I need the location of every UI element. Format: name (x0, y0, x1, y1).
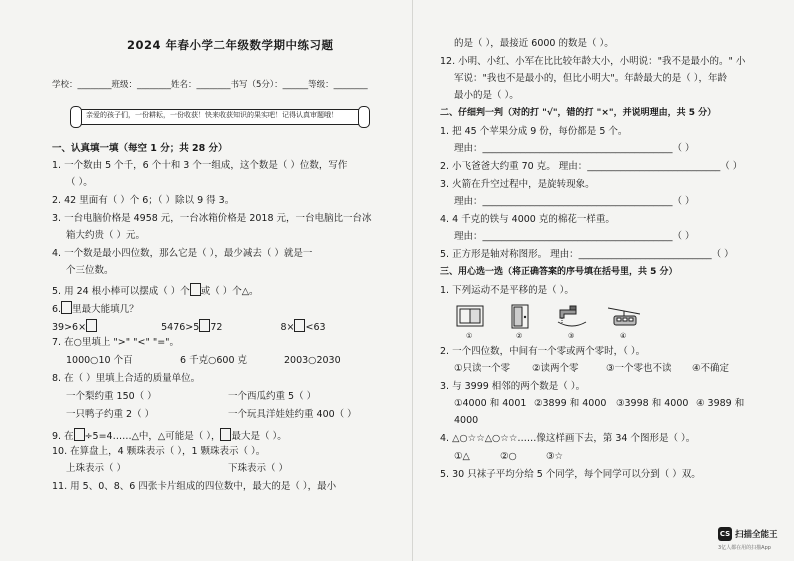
banner-scroll-right (358, 106, 370, 128)
q4-line2: 个三位数。 (66, 265, 114, 276)
q3-line1: 3. 一台电脑价格是 4958 元，一台冰箱价格是 2018 元，一台电脑比一台冰 (52, 213, 372, 224)
choice-2-opt-4: ④不确定 (692, 363, 730, 374)
student-info-line: 学校：________班级：________姓名：________书写（5分）：______等级：________ (52, 80, 368, 90)
choice-3-opt-4: ④ 3989 和 (696, 398, 745, 409)
q5-text-tail: 或（ ）个△。 (200, 286, 259, 297)
q9-text: ÷5=4……△中，△可能是（ ）， (84, 431, 221, 442)
blank-box (61, 301, 72, 314)
q7: 7. 在○里填上 ">" "<" "="。 (52, 337, 180, 348)
choice-2-opt-3: ③一个零也不读 (606, 363, 672, 374)
choice-4: 4. △○☆☆△○☆☆……像这样画下去，第 34 个图形是（ ）。 (440, 433, 696, 444)
q4-line1: 4. 一个数是最小四位数，那么它是（ ），最少减去（ ）就是一 (52, 248, 313, 259)
q6-item-b2: 72 (210, 322, 223, 333)
choice-3-opt-3: ③3998 和 4000 (616, 398, 689, 409)
judge-4: 4. 4 千克的铁与 4000 克的棉花一样重。 (440, 214, 615, 225)
q5-text: 5. 用 24 根小棒可以摆成（ ）个 (52, 286, 190, 297)
q10-upper-bead: 上珠表示（ ） (66, 463, 127, 474)
judge-1: 1. 把 45 个苹果分成 9 份，每份都是 5 个。 (440, 126, 628, 137)
figure-label-1: ① (466, 332, 473, 340)
judge-5: 5. 正方形是轴对称图形。 理由：____________________________（ ） (440, 249, 734, 260)
camscanner-name: 扫描全能王 (735, 530, 778, 540)
q12-line1: 12. 小明、小红、小军在比比较年龄大小，小明说："我不是最小的。" 小 (440, 56, 746, 67)
blank-box (86, 319, 97, 332)
encouragement-banner (70, 106, 370, 126)
choice-1: 1. 下列运动不是平移的是（ ）。 (440, 285, 574, 296)
q6-text: 里最大能填几？ (72, 304, 139, 315)
q6 (52, 301, 139, 316)
figure-label-3: ③ (568, 332, 575, 340)
judge-2: 2. 小飞爸爸大约重 70 克。 理由：____________________________（ ） (440, 161, 743, 172)
faucet-figure (556, 304, 588, 330)
choice-2: 2. 一个四位数，中间有一个零或两个零时，（ ）。 (440, 346, 646, 357)
sliding-window-figure (454, 304, 486, 330)
q10-lower-bead: 下珠表示（ ） (228, 463, 289, 474)
door-figure (504, 304, 536, 330)
q8-item-b: 一个西瓜约重 5（ ） (228, 391, 317, 402)
q6-number: 6. (52, 304, 62, 315)
blank-box (220, 428, 231, 441)
q7-item-c: 2003○2030 (284, 355, 341, 366)
choice-3-opt-4-tail: 4000 (454, 415, 479, 426)
judge-1-reason: 理由：________________________________________（ ） (454, 143, 695, 154)
camscanner-tagline: 3亿人都在用的扫描App (718, 545, 771, 551)
q10: 10. 在算盘上，4 颗珠表示（ ），1 颗珠表示（ ）。 (52, 446, 266, 457)
banner-scroll-left (70, 106, 82, 128)
q5 (52, 283, 259, 298)
judge-3: 3. 火箭在升空过程中，是旋转现象。 (440, 179, 595, 190)
q1-line1: 1. 一个数由 5 个千，6 个十和 3 个一组成，这个数是（ ）位数，写作 (52, 160, 348, 171)
choice-4-opt-2: ②○ (500, 451, 517, 462)
motion-figures (440, 304, 640, 344)
q6-item-c2: <63 (305, 322, 326, 333)
figure-label-2: ② (516, 332, 523, 340)
choice-3: 3. 与 3999 相邻的两个数是（ ）。 (440, 381, 586, 392)
cable-car-figure (608, 304, 640, 330)
judge-4-reason: 理由：________________________________________（ ） (454, 231, 695, 242)
choice-5: 5. 30 只袜子平均分给 5 个同学，每个同学可以分到（ ）双。 (440, 469, 701, 480)
blank-box (199, 319, 210, 332)
q8-item-a: 一个梨约重 150（ ） (66, 391, 157, 402)
q7-item-a: 1000○10 个百 (66, 355, 133, 366)
exam-title: 2024 年春小学二年级数学期中练习题 (127, 38, 334, 52)
q8: 8. 在（ ）里填上合适的质量单位。 (52, 373, 201, 384)
choice-2-opt-2: ②读两个零 (532, 363, 579, 374)
blank-box (74, 428, 85, 441)
section-1-heading: 一、认真填一填（每空 1 分；共 28 分） (52, 143, 228, 154)
section-3-heading: 三、用心选一选（将正确答案的序号填在括号里，共 5 分） (440, 267, 678, 277)
q12-line3: 最小的是（ ）。 (454, 90, 519, 101)
q7-item-b: 6 千克○600 克 (180, 355, 248, 366)
judge-3-reason: 理由：________________________________________（ ） (454, 196, 695, 207)
choice-3-opt-2: ②3899 和 4000 (534, 398, 607, 409)
banner-text: 亲爱的孩子们，一份耕耘，一份收获！快来收获知识的果实吧！记得认真审题哦！ (86, 111, 338, 119)
q12-line2: 军说："我也不是最小的，但比小明大"。年龄最大的是（ ），年龄 (454, 73, 728, 84)
q6-item-a: 39>6× (52, 322, 87, 333)
choice-2-opt-1: ①只读一个零 (454, 363, 511, 374)
camscanner-watermark (718, 527, 782, 557)
q9 (52, 428, 287, 443)
section-2-heading: 二、仔细判一判（对的打 "√"，错的打 "×"，并说明理由，共 5 分） (440, 108, 717, 118)
q9-text-tail: 最大是（ ）。 (231, 431, 287, 442)
q6-row (52, 319, 326, 334)
square-shape (190, 283, 201, 296)
choice-4-opt-3: ③☆ (546, 451, 564, 462)
figure-label-4: ④ (620, 332, 627, 340)
q1-line2: （ ）。 (66, 177, 93, 188)
q6-item-c: 8× (280, 322, 295, 333)
choice-4-opt-1: ①△ (454, 451, 470, 462)
blank-box (294, 319, 305, 332)
q11-continued: 的是（ ），最接近 6000 的数是（ ）。 (454, 38, 614, 49)
q6-item-b: 5476>5 (161, 322, 200, 333)
q2: 2. 42 里面有（ ）个 6；（ ）除以 9 得 3。 (52, 195, 235, 206)
page-fold-divider (412, 0, 413, 561)
q3-line2: 箱大约贵（ ）元。 (66, 230, 146, 241)
q9-number: 9. 在 (52, 431, 74, 442)
camscanner-logo-icon: CS (718, 527, 732, 541)
q8-item-c: 一只鸭子约重 2（ ） (66, 409, 155, 420)
q8-item-d: 一个玩具洋娃娃约重 400（ ） (228, 409, 357, 420)
q11: 11. 用 5、0、8、6 四张卡片组成的四位数中，最大的是（ ），最小 (52, 481, 337, 492)
choice-3-opt-1: ①4000 和 4001 (454, 398, 527, 409)
